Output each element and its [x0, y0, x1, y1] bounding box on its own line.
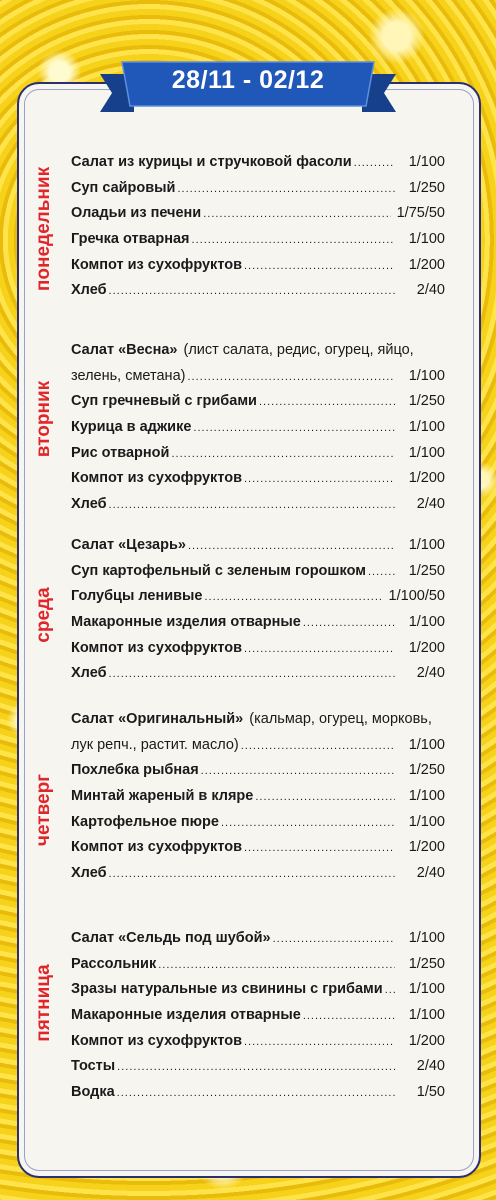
day-column-monday: [24, 152, 64, 306]
dish-name: Салат из курицы и стручковой фасоли: [71, 154, 352, 170]
menu-item: [71, 814, 455, 840]
portion-size: 1/200: [408, 470, 445, 487]
dot-leader: [177, 183, 395, 195]
day-label-wednesday: среда: [33, 587, 54, 643]
portion-size: 1/200: [408, 839, 445, 856]
dish-name: Минтай жареный в кляре: [71, 788, 254, 805]
menu-item: [71, 762, 455, 788]
dot-leader: [188, 540, 395, 552]
dish-name: Голубцы ленивые: [71, 588, 203, 605]
dot-leader: [303, 1010, 395, 1022]
menu-item: [71, 665, 455, 691]
menu-list-tuesday: [71, 342, 455, 522]
dish-name: Компот из сухофруктов: [71, 1032, 242, 1049]
dish-ingredients: (лист салата, редис, огурец, яйцо,: [183, 342, 414, 358]
dot-leader: [201, 765, 395, 777]
menu-item-first-line: [71, 342, 455, 368]
day-label-friday: пятница: [33, 964, 54, 1042]
dish-name: Суп картофельный с зеленым горошком: [71, 562, 366, 579]
portion-size: 1/100: [408, 537, 445, 553]
portion-size: 1/250: [408, 955, 445, 972]
dish-name: Курица в аджике: [71, 419, 192, 436]
menu-item: [71, 1084, 455, 1110]
menu-item: [71, 257, 455, 283]
dish-name: Тосты: [71, 1058, 116, 1075]
portion-size: 2/40: [416, 1058, 445, 1075]
dot-leader: [109, 285, 395, 297]
portion-size: 1/250: [408, 762, 445, 779]
portion-size: 1/100: [408, 736, 445, 753]
dot-leader: [244, 1036, 395, 1048]
menu-item: [71, 419, 455, 445]
portion-size: 2/40: [416, 665, 445, 682]
menu-list-thursday: [71, 711, 455, 891]
dish-name: Оладьи из печени: [71, 205, 202, 222]
menu-list-friday: [71, 930, 455, 1110]
date-ribbon: [100, 58, 396, 120]
dish-name: Хлеб: [71, 496, 107, 513]
dish-name: Суп сайровый: [71, 179, 176, 196]
dish-name: Компот из сухофруктов: [71, 639, 242, 656]
menu-item: [71, 154, 455, 180]
portion-size: 1/100: [408, 419, 445, 436]
dot-leader: [203, 208, 390, 220]
dish-name: Компот из сухофруктов: [71, 839, 242, 856]
menu-item: [71, 470, 455, 496]
dot-leader: [244, 643, 395, 655]
dot-leader: [117, 1061, 395, 1073]
dot-leader: [158, 959, 395, 971]
portion-size: 1/100: [408, 154, 445, 170]
date-range: 28/11 - 02/12: [171, 66, 325, 94]
portion-size: 1/250: [408, 179, 445, 196]
day-column-wednesday: [24, 580, 64, 650]
menu-item-continuation: [71, 737, 455, 763]
menu-list-wednesday: [71, 537, 455, 691]
day-label-monday: понедельник: [33, 166, 54, 292]
portion-size: 1/200: [408, 639, 445, 656]
menu-item: [71, 1033, 455, 1059]
dot-leader: [204, 591, 382, 603]
dish-ingredients: (кальмар, огурец, морковь,: [249, 711, 432, 727]
dot-leader: [241, 740, 395, 752]
portion-size: 2/40: [416, 496, 445, 513]
portion-size: 1/250: [408, 393, 445, 410]
dish-name: Хлеб: [71, 665, 107, 682]
dot-leader: [259, 396, 395, 408]
day-column-friday: [24, 955, 64, 1051]
dot-leader: [385, 984, 395, 996]
dish-ingredients-continued: лук репч., растит. масло): [71, 736, 239, 753]
dish-name: Компот из сухофруктов: [71, 470, 242, 487]
day-column-thursday: [24, 765, 64, 855]
dot-leader: [109, 868, 395, 880]
menu-item: [71, 981, 455, 1007]
dish-name: Компот из сухофруктов: [71, 256, 242, 273]
portion-size: 1/250: [408, 562, 445, 579]
portion-size: 1/100: [408, 231, 445, 248]
dot-leader: [244, 842, 395, 854]
dot-leader: [193, 422, 395, 434]
portion-size: 1/75/50: [396, 205, 445, 222]
dish-name: Похлебка рыбная: [71, 762, 199, 779]
dot-leader: [171, 448, 395, 460]
dot-leader: [187, 371, 395, 383]
portion-size: 1/100: [408, 813, 445, 830]
dot-leader: [354, 157, 395, 169]
menu-item: [71, 393, 455, 419]
day-label-thursday: четверг: [33, 773, 54, 847]
portion-size: 1/100: [408, 930, 445, 946]
dish-name: Гречка отварная: [71, 231, 190, 248]
menu-list-monday: [71, 154, 455, 308]
portion-size: 1/100: [408, 614, 445, 631]
portion-size: 1/100: [408, 444, 445, 461]
portion-size: 1/200: [408, 1032, 445, 1049]
menu-item: [71, 205, 455, 231]
dish-name: Хлеб: [71, 865, 107, 882]
dot-leader: [109, 668, 395, 680]
menu-item: [71, 563, 455, 589]
dish-name: Суп гречневый с грибами: [71, 393, 257, 410]
menu-item-continuation: [71, 368, 455, 394]
portion-size: 1/100: [408, 788, 445, 805]
dot-leader: [192, 234, 395, 246]
portion-size: 1/100: [408, 367, 445, 384]
menu-item: [71, 445, 455, 471]
dish-name: Салат «Весна»: [71, 342, 178, 358]
menu-item: [71, 788, 455, 814]
menu-item: [71, 614, 455, 640]
menu-item: [71, 496, 455, 522]
menu-item: [71, 865, 455, 891]
dish-name: Салат «Цезарь»: [71, 537, 186, 553]
dish-name: Хлеб: [71, 282, 107, 299]
dot-leader: [109, 499, 395, 511]
day-label-tuesday: вторник: [33, 380, 54, 458]
dish-ingredients-continued: зелень, сметана): [71, 367, 186, 384]
dish-name: Картофельное пюре: [71, 813, 219, 830]
dish-name: Макаронные изделия отварные: [71, 614, 301, 631]
dot-leader: [368, 566, 395, 578]
portion-size: 1/50: [416, 1084, 445, 1101]
menu-item: [71, 180, 455, 206]
portion-size: 1/100: [408, 1007, 445, 1024]
dot-leader: [221, 817, 395, 829]
portion-size: 1/200: [408, 256, 445, 273]
dot-leader: [255, 791, 395, 803]
dot-leader: [303, 617, 395, 629]
dot-leader: [117, 1087, 395, 1099]
dish-name: Рассольник: [71, 955, 157, 972]
portion-size: 2/40: [416, 865, 445, 882]
menu-item: [71, 839, 455, 865]
menu-item: [71, 956, 455, 982]
dish-name: Салат «Оригинальный»: [71, 711, 244, 727]
menu-item: [71, 930, 455, 956]
dot-leader: [244, 260, 395, 272]
menu-item: [71, 1058, 455, 1084]
dish-name: Салат «Сельдь под шубой»: [71, 930, 271, 946]
day-column-tuesday: [24, 366, 64, 472]
dot-leader: [273, 933, 395, 945]
dish-name: Водка: [71, 1084, 115, 1101]
portion-size: 1/100/50: [388, 588, 445, 605]
dish-name: Зразы натуральные из свинины с грибами: [71, 981, 383, 998]
menu-item: [71, 282, 455, 308]
menu-item: [71, 640, 455, 666]
menu-item-first-line: [71, 711, 455, 737]
menu-item: [71, 231, 455, 257]
portion-size: 2/40: [416, 282, 445, 299]
dish-name: Макаронные изделия отварные: [71, 1007, 301, 1024]
menu-item: [71, 537, 455, 563]
dot-leader: [244, 473, 395, 485]
dish-name: Рис отварной: [71, 444, 170, 461]
portion-size: 1/100: [408, 981, 445, 998]
menu-item: [71, 588, 455, 614]
menu-item: [71, 1007, 455, 1033]
